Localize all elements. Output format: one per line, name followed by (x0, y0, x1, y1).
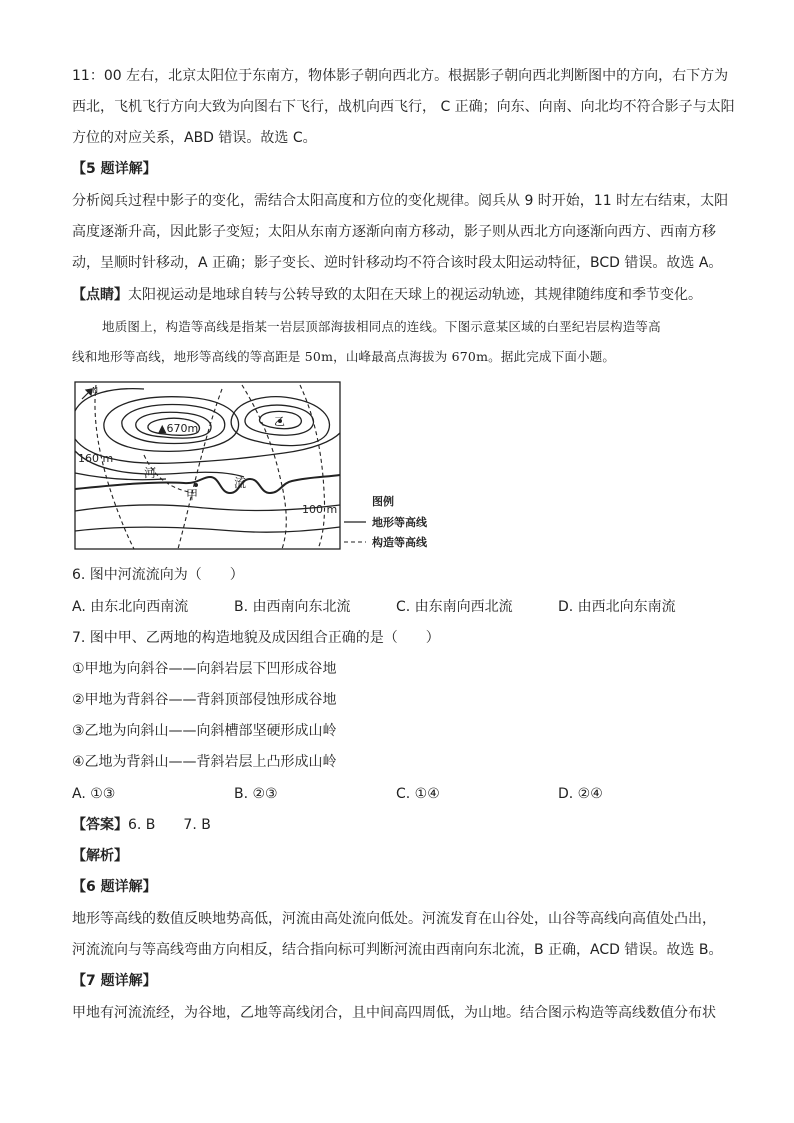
terrain-contour (75, 389, 144, 411)
q7-option-d: D. ②④ (558, 786, 603, 802)
q7-stem: 7. 图中甲、乙两地的构造地貌及成因组合正确的是（ ） (72, 630, 440, 646)
q7-option-a: A. ①③ (72, 786, 116, 802)
structure-contour (242, 385, 286, 549)
dianjing-text: 太阳视运动是地球自转与公转导致的太阳在天球上的视运动轨迹，其规律随纬度和季节变化。 (128, 287, 702, 303)
q5-detail-header: 【5 题详解】 (72, 161, 157, 177)
contour-label-160: 160 m (78, 452, 114, 465)
paragraph-line: 11：00 左右，北京太阳位于东南方，物体影子朝向西北方。根据影子朝向西北判断图中的方向，右下方为 (72, 68, 729, 84)
q6-option-b: B. 由西南向东北流 (234, 599, 351, 615)
dianjing-line (72, 285, 732, 305)
river (75, 475, 340, 493)
paragraph-line: 高度逐渐升高，因此影子变短；太阳从东南方逐渐向南方移动，影子则从西北方向逐渐向西方、西南方移 (72, 224, 716, 240)
north-label: N (92, 386, 98, 395)
contour-map-figure (74, 381, 446, 553)
q7-item: ②甲地为背斜谷——背斜顶部侵蚀形成谷地 (72, 692, 337, 708)
legend-structure-label: 构造等高线 (372, 536, 427, 549)
terrain-contour (75, 527, 340, 532)
q7-option-b: B. ②③ (234, 786, 278, 802)
intro-line: 线和地形等高线，地形等高线的等高距是 50m，山峰最高点海拔为 670m。据此完成下面小题。 (72, 349, 616, 364)
north-arrow-icon (82, 389, 92, 399)
contour-label-100: 100 m (302, 503, 338, 516)
paragraph-line: 方位的对应关系，ABD 错误。故选 C。 (72, 130, 317, 146)
analysis-label: 【解析】 (72, 848, 128, 864)
answer-line (72, 815, 732, 835)
river-label-he: 河 (144, 466, 157, 480)
paragraph-line: 西北，飞机飞行方向大致为向图右下飞行，战机向西飞行， C 正确；向东、向南、向北均不符合影子与太阳 (72, 99, 735, 115)
river-label-liu: 流 (234, 476, 247, 490)
paragraph-line: 地形等高线的数值反映地势高低，河流由高处流向低处。河流发育在山谷处，山谷等高线向高值处凸出， (72, 911, 716, 927)
paragraph-line: 动，呈顺时针移动，A 正确；影子变长、逆时针移动均不符合该时段太阳运动特征，BCD 错误。故选 A。 (72, 255, 723, 271)
q6-option-c: C. 由东南向西北流 (396, 599, 513, 615)
jia-point (194, 483, 198, 487)
answer-label: 【答案】 (72, 817, 128, 833)
q6-detail-header: 【6 题详解】 (72, 879, 157, 895)
q6-stem: 6. 图中河流流向为（ ） (72, 567, 244, 583)
q7-detail-header: 【7 题详解】 (72, 973, 157, 989)
yi-label: 乙 (274, 415, 285, 428)
paragraph-line: 分析阅兵过程中影子的变化，需结合太阳高度和方位的变化规律。阅兵从 9 时开始，11 时左右结束，太阳 (72, 193, 729, 209)
terrain-contour (75, 505, 340, 511)
q6-option-d: D. 由西北向东南流 (558, 599, 676, 615)
answer-text: 6. B 7. B (128, 817, 211, 833)
q7-item: ①甲地为向斜谷——向斜岩层下凹形成谷地 (72, 661, 337, 677)
paragraph-line: 甲地有河流流经，为谷地，乙地等高线闭合，且中间高四周低，为山地。结合图示构造等高线数值分布状 (72, 1005, 716, 1021)
dianjing-label: 【点睛】 (72, 287, 128, 303)
intro-line: 地质图上，构造等高线是指某一岩层顶部海拔相同点的连线。下图示意某区域的白垩纪岩层构造等高 (102, 319, 661, 334)
q6-option-a: A. 由东北向西南流 (72, 599, 189, 615)
jia-label: 甲 (186, 488, 199, 502)
q7-item: ③乙地为向斜山——向斜槽部坚硬形成山岭 (72, 723, 337, 739)
q7-item: ④乙地为背斜山——背斜岩层上凸形成山岭 (72, 754, 337, 770)
map-frame (75, 382, 340, 549)
peak-label: ▲670m (158, 422, 199, 435)
legend-title: 图例 (372, 495, 394, 508)
q7-option-c: C. ①④ (396, 786, 440, 802)
paragraph-line: 河流流向与等高线弯曲方向相反，结合指向标可判断河流由西南向东北流，B 正确，ACD 错误。故选 B。 (72, 942, 723, 958)
legend-terrain-label: 地形等高线 (372, 516, 427, 529)
